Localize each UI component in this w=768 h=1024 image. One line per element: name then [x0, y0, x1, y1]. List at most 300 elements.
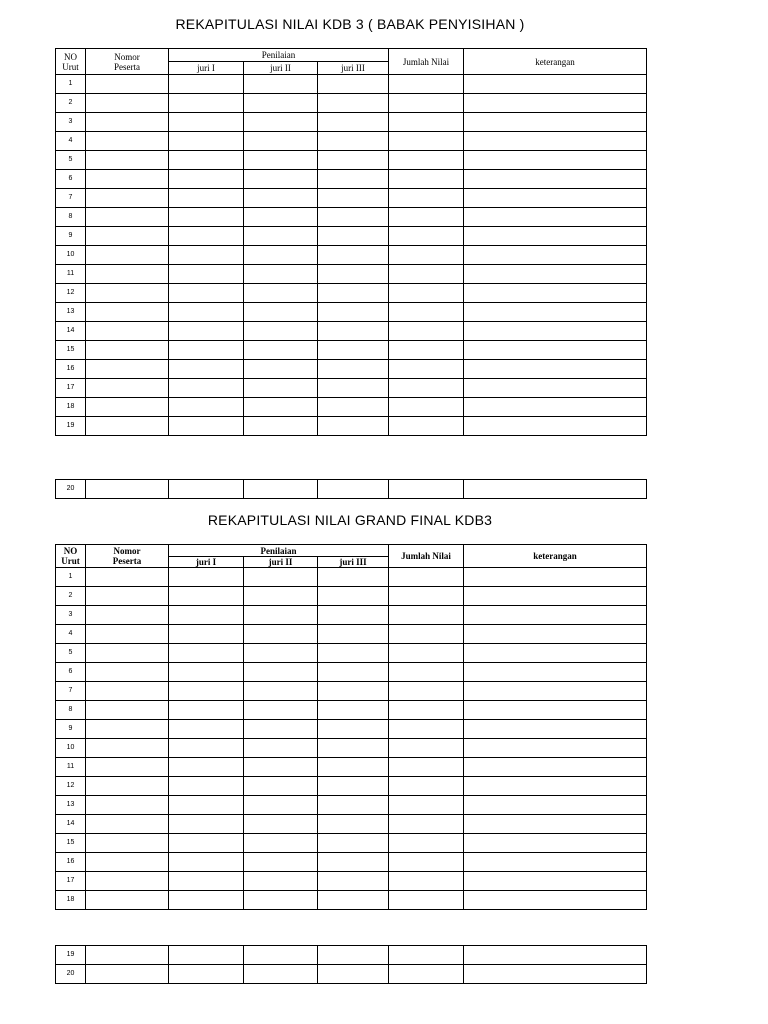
table-row: [56, 151, 647, 170]
juri-2-cell: [244, 246, 318, 265]
keterangan-cell: [464, 170, 647, 189]
jumlah-nilai-cell: [389, 75, 464, 94]
juri-1-cell: [169, 113, 244, 132]
table-row: [56, 739, 647, 758]
table-row: [56, 284, 647, 303]
row-number: 13: [56, 796, 86, 815]
keterangan-cell: [464, 701, 647, 720]
nomor-peserta-cell: [86, 208, 169, 227]
nomor-peserta-cell: [86, 113, 169, 132]
juri-2-cell: [244, 644, 318, 663]
nomor-peserta-cell: [86, 227, 169, 246]
row-number: 5: [56, 151, 86, 170]
keterangan-cell: [464, 568, 647, 587]
table-row: [56, 644, 647, 663]
juri-2-cell: [244, 796, 318, 815]
juri-1-cell: [169, 480, 244, 499]
table-row: [56, 75, 647, 94]
juri-3-cell: [318, 891, 389, 910]
row-number: 4: [56, 132, 86, 151]
juri-2-cell: [244, 701, 318, 720]
juri-3-cell: [318, 417, 389, 436]
nomor-peserta-cell: [86, 189, 169, 208]
juri-3-cell: [318, 701, 389, 720]
table-row: [56, 965, 647, 984]
keterangan-cell: [464, 946, 647, 965]
table-row: [56, 132, 647, 151]
keterangan-cell: [464, 796, 647, 815]
keterangan-cell: [464, 284, 647, 303]
juri-2-cell: [244, 815, 318, 834]
nomor-peserta-cell: [86, 758, 169, 777]
table-row: [56, 682, 647, 701]
juri-2-cell: [244, 398, 318, 417]
juri-1-cell: [169, 246, 244, 265]
juri-1-cell: [169, 227, 244, 246]
jumlah-nilai-cell: [389, 170, 464, 189]
nomor-peserta-cell: [86, 480, 169, 499]
juri-3-cell: [318, 284, 389, 303]
juri-3-cell: [318, 246, 389, 265]
row-number: 5: [56, 644, 86, 663]
juri-1-cell: [169, 625, 244, 644]
table-row: [56, 834, 647, 853]
nomor-peserta-cell: [86, 303, 169, 322]
row-number: 20: [56, 480, 86, 499]
nomor-peserta-cell: [86, 417, 169, 436]
row-number: 18: [56, 398, 86, 417]
juri-1-cell: [169, 815, 244, 834]
jumlah-nilai-cell: [389, 891, 464, 910]
nomor-peserta-cell: [86, 341, 169, 360]
row-number: 1: [56, 568, 86, 587]
row-number: 9: [56, 720, 86, 739]
nomor-peserta-cell: [86, 94, 169, 113]
row-number: 6: [56, 663, 86, 682]
nomor-peserta-cell: [86, 75, 169, 94]
juri-1-cell: [169, 132, 244, 151]
row-number: 15: [56, 341, 86, 360]
juri-2-cell: [244, 265, 318, 284]
nomor-peserta-cell: [86, 170, 169, 189]
keterangan-cell: [464, 227, 647, 246]
keterangan-cell: [464, 663, 647, 682]
header-no-urut: NO Urut: [56, 49, 86, 75]
row-number: 3: [56, 606, 86, 625]
juri-2-cell: [244, 891, 318, 910]
jumlah-nilai-cell: [389, 606, 464, 625]
juri-1-cell: [169, 891, 244, 910]
nomor-peserta-cell: [86, 322, 169, 341]
nomor-peserta-cell: [86, 265, 169, 284]
nomor-peserta-cell: [86, 777, 169, 796]
header-jumlah-nilai: Jumlah Nilai: [389, 49, 464, 75]
juri-1-cell: [169, 379, 244, 398]
nomor-peserta-cell: [86, 853, 169, 872]
jumlah-nilai-cell: [389, 417, 464, 436]
juri-3-cell: [318, 398, 389, 417]
row-number: 2: [56, 94, 86, 113]
juri-1-cell: [169, 322, 244, 341]
keterangan-cell: [464, 322, 647, 341]
penyisihan-table-continued: [55, 479, 647, 499]
keterangan-cell: [464, 682, 647, 701]
table-row: [56, 872, 647, 891]
juri-2-cell: [244, 834, 318, 853]
keterangan-cell: [464, 189, 647, 208]
juri-2-cell: [244, 872, 318, 891]
header-penilaian: Penilaian: [169, 49, 389, 62]
nomor-peserta-cell: [86, 644, 169, 663]
jumlah-nilai-cell: [389, 701, 464, 720]
juri-3-cell: [318, 625, 389, 644]
header-juri-1: juri I: [169, 557, 244, 568]
juri-3-cell: [318, 872, 389, 891]
juri-2-cell: [244, 965, 318, 984]
nomor-peserta-cell: [86, 360, 169, 379]
juri-2-cell: [244, 75, 318, 94]
juri-3-cell: [318, 682, 389, 701]
row-number: 18: [56, 891, 86, 910]
table-row: [56, 606, 647, 625]
nomor-peserta-cell: [86, 568, 169, 587]
juri-3-cell: [318, 170, 389, 189]
table-row: [56, 417, 647, 436]
jumlah-nilai-cell: [389, 303, 464, 322]
jumlah-nilai-cell: [389, 284, 464, 303]
header-nomor-peserta: Nomor Peserta: [86, 49, 169, 75]
jumlah-nilai-cell: [389, 151, 464, 170]
header-juri-2: juri II: [244, 557, 318, 568]
row-number: 12: [56, 284, 86, 303]
juri-1-cell: [169, 265, 244, 284]
row-number: 14: [56, 815, 86, 834]
jumlah-nilai-cell: [389, 720, 464, 739]
juri-1-cell: [169, 682, 244, 701]
juri-2-cell: [244, 777, 318, 796]
nomor-peserta-cell: [86, 946, 169, 965]
table-row: [56, 94, 647, 113]
table-row: [56, 265, 647, 284]
grand-final-table-continued: [55, 945, 647, 984]
keterangan-cell: [464, 417, 647, 436]
juri-1-cell: [169, 568, 244, 587]
table-row: [56, 398, 647, 417]
juri-3-cell: [318, 644, 389, 663]
header-keterangan: keterangan: [464, 545, 647, 568]
keterangan-cell: [464, 587, 647, 606]
row-number: 16: [56, 853, 86, 872]
keterangan-cell: [464, 265, 647, 284]
row-number: 17: [56, 379, 86, 398]
juri-2-cell: [244, 113, 318, 132]
juri-3-cell: [318, 379, 389, 398]
jumlah-nilai-cell: [389, 360, 464, 379]
keterangan-cell: [464, 625, 647, 644]
nomor-peserta-cell: [86, 965, 169, 984]
keterangan-cell: [464, 891, 647, 910]
table-row: [56, 189, 647, 208]
header-keterangan: keterangan: [464, 49, 647, 75]
jumlah-nilai-cell: [389, 568, 464, 587]
header-juri-2: juri II: [244, 62, 318, 75]
juri-3-cell: [318, 834, 389, 853]
nomor-peserta-cell: [86, 625, 169, 644]
jumlah-nilai-cell: [389, 663, 464, 682]
juri-3-cell: [318, 606, 389, 625]
keterangan-cell: [464, 480, 647, 499]
keterangan-cell: [464, 132, 647, 151]
jumlah-nilai-cell: [389, 341, 464, 360]
row-number: 1: [56, 75, 86, 94]
nomor-peserta-cell: [86, 796, 169, 815]
nomor-peserta-cell: [86, 379, 169, 398]
juri-3-cell: [318, 815, 389, 834]
juri-2-cell: [244, 853, 318, 872]
table-row: [56, 480, 647, 499]
juri-1-cell: [169, 739, 244, 758]
juri-1-cell: [169, 208, 244, 227]
juri-1-cell: [169, 151, 244, 170]
nomor-peserta-cell: [86, 151, 169, 170]
jumlah-nilai-cell: [389, 834, 464, 853]
juri-3-cell: [318, 739, 389, 758]
table-row: [56, 246, 647, 265]
juri-1-cell: [169, 777, 244, 796]
grand-final-table: [55, 544, 647, 910]
jumlah-nilai-cell: [389, 872, 464, 891]
row-number: 7: [56, 189, 86, 208]
juri-1-cell: [169, 758, 244, 777]
juri-1-cell: [169, 170, 244, 189]
juri-1-cell: [169, 796, 244, 815]
juri-2-cell: [244, 227, 318, 246]
jumlah-nilai-cell: [389, 379, 464, 398]
header-no-urut: NO Urut: [56, 545, 86, 568]
jumlah-nilai-cell: [389, 965, 464, 984]
juri-1-cell: [169, 75, 244, 94]
juri-3-cell: [318, 208, 389, 227]
row-number: 11: [56, 758, 86, 777]
juri-3-cell: [318, 303, 389, 322]
juri-3-cell: [318, 796, 389, 815]
table-row: [56, 208, 647, 227]
table-row: [56, 170, 647, 189]
keterangan-cell: [464, 815, 647, 834]
table-row: [56, 891, 647, 910]
juri-1-cell: [169, 853, 244, 872]
nomor-peserta-cell: [86, 815, 169, 834]
table-row: [56, 946, 647, 965]
keterangan-cell: [464, 758, 647, 777]
juri-1-cell: [169, 872, 244, 891]
header-juri-3: juri III: [318, 62, 389, 75]
juri-1-cell: [169, 360, 244, 379]
row-number: 2: [56, 587, 86, 606]
juri-1-cell: [169, 284, 244, 303]
nomor-peserta-cell: [86, 739, 169, 758]
juri-3-cell: [318, 94, 389, 113]
row-number: 6: [56, 170, 86, 189]
juri-1-cell: [169, 946, 244, 965]
table-row: [56, 625, 647, 644]
juri-2-cell: [244, 587, 318, 606]
juri-3-cell: [318, 322, 389, 341]
juri-3-cell: [318, 663, 389, 682]
table-row: [56, 796, 647, 815]
juri-1-cell: [169, 720, 244, 739]
jumlah-nilai-cell: [389, 227, 464, 246]
juri-3-cell: [318, 480, 389, 499]
jumlah-nilai-cell: [389, 246, 464, 265]
nomor-peserta-cell: [86, 132, 169, 151]
juri-3-cell: [318, 568, 389, 587]
jumlah-nilai-cell: [389, 758, 464, 777]
juri-1-cell: [169, 965, 244, 984]
row-number: 4: [56, 625, 86, 644]
nomor-peserta-cell: [86, 587, 169, 606]
jumlah-nilai-cell: [389, 265, 464, 284]
juri-1-cell: [169, 644, 244, 663]
juri-3-cell: [318, 265, 389, 284]
table-row: [56, 720, 647, 739]
row-number: 13: [56, 303, 86, 322]
keterangan-cell: [464, 208, 647, 227]
juri-3-cell: [318, 587, 389, 606]
header-jumlah-nilai: Jumlah Nilai: [389, 545, 464, 568]
juri-3-cell: [318, 777, 389, 796]
juri-3-cell: [318, 758, 389, 777]
juri-3-cell: [318, 360, 389, 379]
table-row: [56, 113, 647, 132]
keterangan-cell: [464, 341, 647, 360]
juri-2-cell: [244, 170, 318, 189]
nomor-peserta-cell: [86, 872, 169, 891]
jumlah-nilai-cell: [389, 796, 464, 815]
header-penilaian: Penilaian: [169, 545, 389, 557]
jumlah-nilai-cell: [389, 739, 464, 758]
nomor-peserta-cell: [86, 663, 169, 682]
row-number: 9: [56, 227, 86, 246]
nomor-peserta-cell: [86, 398, 169, 417]
row-number: 19: [56, 417, 86, 436]
table-row: [56, 663, 647, 682]
jumlah-nilai-cell: [389, 625, 464, 644]
juri-3-cell: [318, 227, 389, 246]
juri-2-cell: [244, 151, 318, 170]
juri-2-cell: [244, 946, 318, 965]
nomor-peserta-cell: [86, 701, 169, 720]
juri-3-cell: [318, 965, 389, 984]
jumlah-nilai-cell: [389, 682, 464, 701]
juri-2-cell: [244, 322, 318, 341]
jumlah-nilai-cell: [389, 777, 464, 796]
row-number: 16: [56, 360, 86, 379]
keterangan-cell: [464, 777, 647, 796]
juri-1-cell: [169, 341, 244, 360]
juri-3-cell: [318, 946, 389, 965]
keterangan-cell: [464, 303, 647, 322]
juri-2-cell: [244, 417, 318, 436]
keterangan-cell: [464, 113, 647, 132]
juri-1-cell: [169, 663, 244, 682]
juri-2-cell: [244, 94, 318, 113]
table1-title: REKAPITULASI NILAI KDB 3 ( BABAK PENYISIHAN ): [175, 16, 525, 32]
keterangan-cell: [464, 379, 647, 398]
keterangan-cell: [464, 853, 647, 872]
juri-1-cell: [169, 834, 244, 853]
juri-3-cell: [318, 132, 389, 151]
table-row: [56, 815, 647, 834]
keterangan-cell: [464, 834, 647, 853]
juri-2-cell: [244, 208, 318, 227]
juri-2-cell: [244, 480, 318, 499]
juri-2-cell: [244, 303, 318, 322]
row-number: 11: [56, 265, 86, 284]
juri-2-cell: [244, 625, 318, 644]
table-row: [56, 303, 647, 322]
juri-3-cell: [318, 189, 389, 208]
juri-3-cell: [318, 75, 389, 94]
juri-1-cell: [169, 189, 244, 208]
jumlah-nilai-cell: [389, 644, 464, 663]
juri-2-cell: [244, 758, 318, 777]
juri-2-cell: [244, 568, 318, 587]
keterangan-cell: [464, 606, 647, 625]
keterangan-cell: [464, 360, 647, 379]
nomor-peserta-cell: [86, 891, 169, 910]
row-number: 10: [56, 246, 86, 265]
jumlah-nilai-cell: [389, 587, 464, 606]
nomor-peserta-cell: [86, 606, 169, 625]
juri-1-cell: [169, 701, 244, 720]
jumlah-nilai-cell: [389, 189, 464, 208]
jumlah-nilai-cell: [389, 815, 464, 834]
juri-2-cell: [244, 341, 318, 360]
juri-1-cell: [169, 606, 244, 625]
nomor-peserta-cell: [86, 682, 169, 701]
jumlah-nilai-cell: [389, 946, 464, 965]
keterangan-cell: [464, 94, 647, 113]
row-number: 3: [56, 113, 86, 132]
table-row: [56, 360, 647, 379]
table-row: [56, 701, 647, 720]
juri-1-cell: [169, 94, 244, 113]
row-number: 17: [56, 872, 86, 891]
jumlah-nilai-cell: [389, 480, 464, 499]
keterangan-cell: [464, 872, 647, 891]
juri-2-cell: [244, 360, 318, 379]
row-number: 14: [56, 322, 86, 341]
jumlah-nilai-cell: [389, 94, 464, 113]
juri-2-cell: [244, 132, 318, 151]
juri-2-cell: [244, 720, 318, 739]
juri-1-cell: [169, 303, 244, 322]
jumlah-nilai-cell: [389, 398, 464, 417]
table-row: [56, 322, 647, 341]
juri-3-cell: [318, 151, 389, 170]
juri-1-cell: [169, 587, 244, 606]
table-row: [56, 853, 647, 872]
jumlah-nilai-cell: [389, 132, 464, 151]
row-number: 19: [56, 946, 86, 965]
table-row: [56, 777, 647, 796]
juri-3-cell: [318, 113, 389, 132]
juri-1-cell: [169, 398, 244, 417]
jumlah-nilai-cell: [389, 208, 464, 227]
row-number: 10: [56, 739, 86, 758]
header-juri-3: juri III: [318, 557, 389, 568]
